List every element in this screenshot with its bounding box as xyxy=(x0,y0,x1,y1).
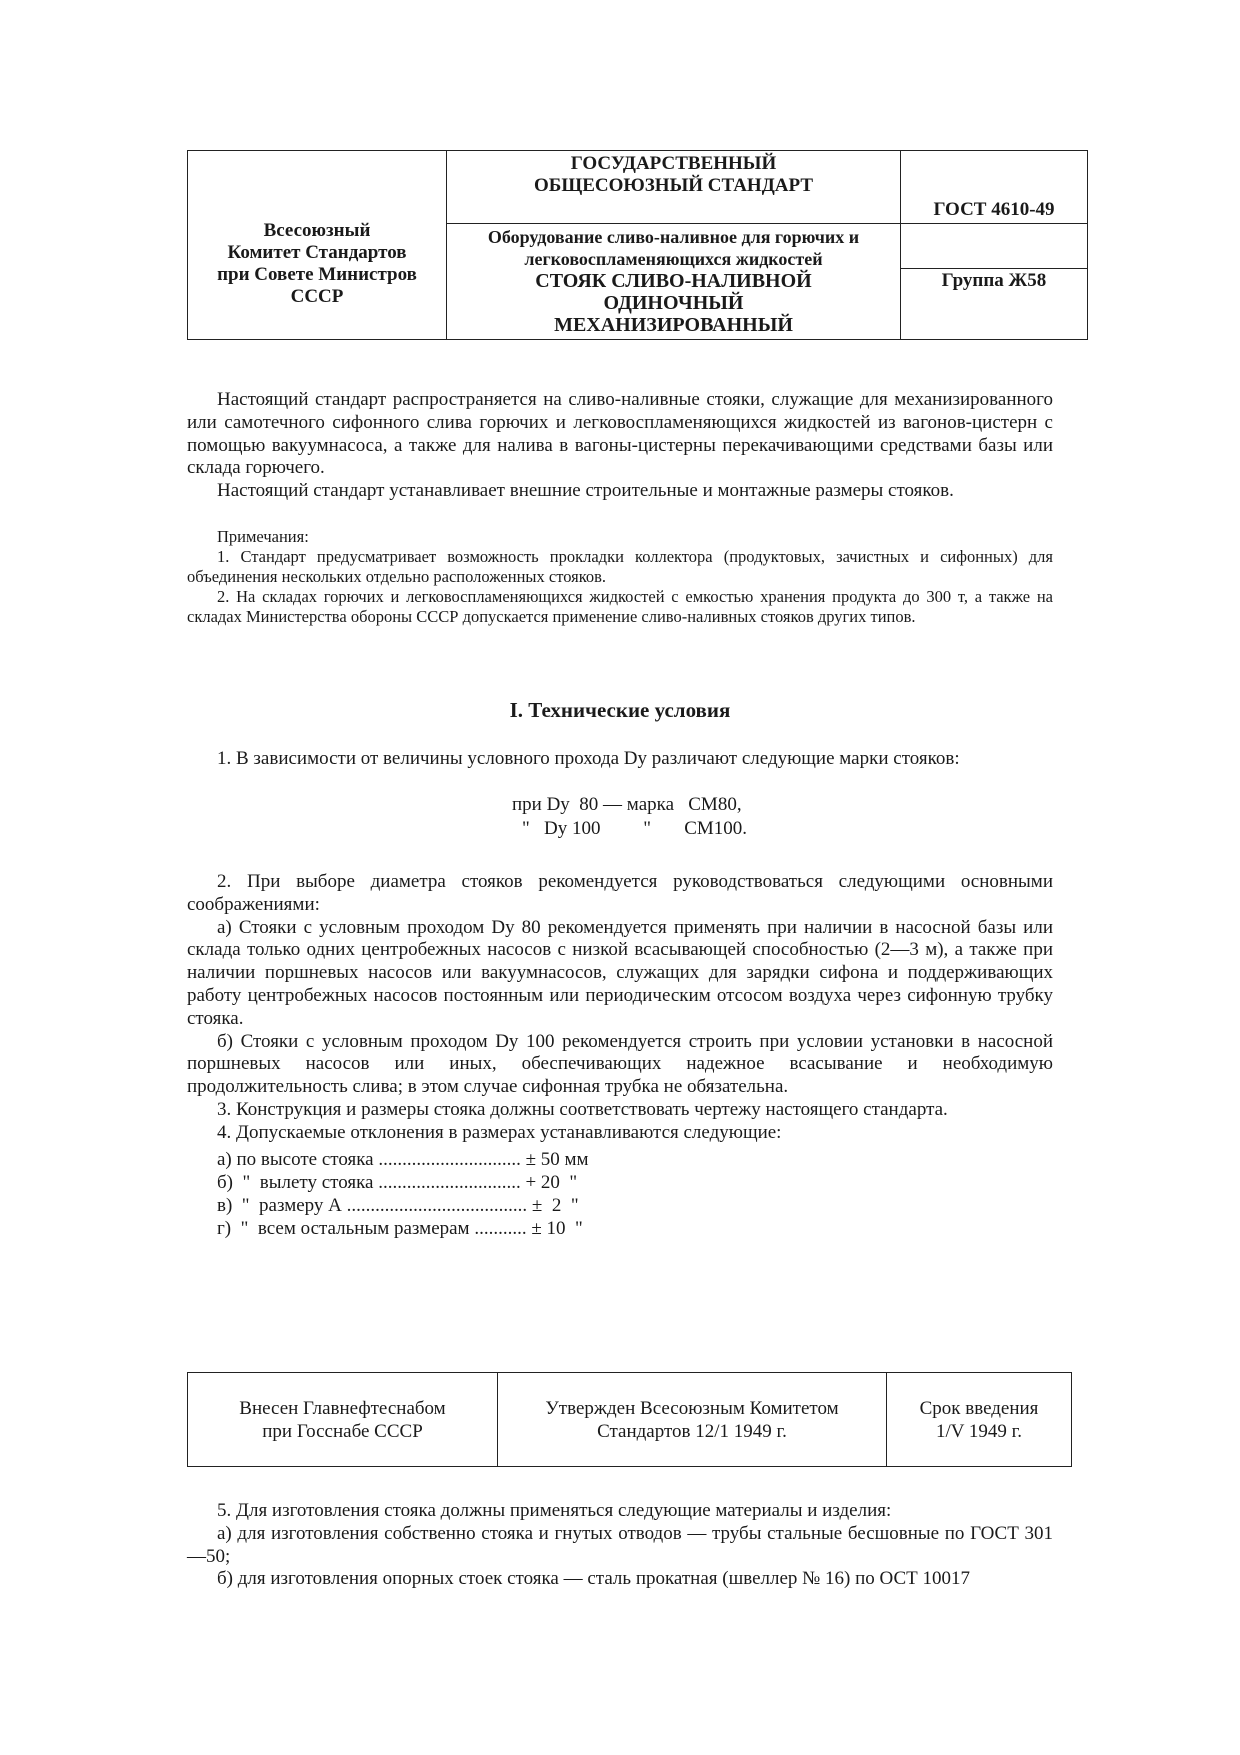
issuing-organization xyxy=(188,151,447,340)
clause-paragraph: а) Стояки с условным проходом Dу 80 рекомендуется применять при наличии в насосной базы или склада только одних центробежных насосов с низкой всасывающей способностью (2—3 м), а также при наличии поршневых насосов или вакуумнасосов, служащих для зарядки сифона и поддерживающих работу центробежных насосов постоянным или периодическим отсосом воздуха через сифонную трубку стояка. xyxy=(187,916,1053,1029)
introduced-by xyxy=(188,1373,498,1467)
product-line: ОДИНОЧНЫЙ xyxy=(603,292,744,314)
product-line: СТОЯК СЛИВО-НАЛИВНОЙ xyxy=(535,270,812,292)
product-line: МЕХАНИЗИРОВАННЫЙ xyxy=(554,314,793,336)
clause-paragraph: 3. Конструкция и размеры стояка должны соответствовать чертежу настоящего стандарта. xyxy=(217,1098,948,1120)
tolerance-line: б) " вылету стояка .............................. + 20 " xyxy=(217,1172,578,1193)
clauses-2-4 xyxy=(187,871,1053,1145)
clause-paragraph: а) для изготовления собственно стояка и гнутых отводов — трубы стальные бесшовные по ГОСТ 301—50; xyxy=(187,1522,1053,1567)
tolerance-line: а) по высоте стояка .............................. ± 50 мм xyxy=(217,1149,589,1170)
effective-line: Срок введения xyxy=(919,1397,1039,1419)
effective-date xyxy=(887,1373,1072,1467)
approved-line: Утвержден Всесоюзным Комитетом xyxy=(545,1397,839,1419)
org-line: СССР xyxy=(290,286,344,307)
note-item: 1. Стандарт предусматривает возможность прокладки коллектора (продуктовых, зачистных и сифонных) для объединения нескольких отдельно расположенных стояков. xyxy=(187,547,1053,586)
tolerance-line: в) " размеру А ...................................... ± 2 " xyxy=(217,1195,579,1216)
org-line: Всесоюзный xyxy=(263,220,371,241)
standard-header-table xyxy=(187,150,1088,340)
clause-paragraph: б) Стояки с условным проходом Dу 100 рекомендуется строить при условии установки в насосной поршневых насосов или иных, обеспечивающих надежное всасывание и необходимую продолжительность слива; в этом случае сифонная трубка не обязательна. xyxy=(187,1030,1053,1098)
gost-number xyxy=(901,151,1088,224)
standard-subject xyxy=(447,224,901,340)
introduced-line: Внесен Главнефтеснабом xyxy=(239,1397,446,1419)
clause-paragraph: 5. Для изготовления стояка должны применяться следующие материалы и изделия: xyxy=(217,1500,892,1521)
note-item: 2. На складах горючих и легковоспламеняющихся жидкостей с емкостью хранения продукта до 300 т, а также на складах Министерства обороны СССР допускается применение сливо-наливных стояков других типов. xyxy=(187,587,1053,626)
approved-line: Стандартов 12/1 1949 г. xyxy=(597,1420,787,1442)
clause-paragraph: 1. В зависимости от величины условного прохода Dу различают следующие марки стояков: xyxy=(217,748,960,769)
introduced-line: при Госснабе СССР xyxy=(262,1420,423,1442)
group-code xyxy=(901,269,1088,340)
standard-type-title xyxy=(447,151,901,224)
title-line: ГОСУДАРСТВЕННЫЙ xyxy=(570,153,777,174)
empty-cell xyxy=(901,224,1088,269)
gost-number-text: ГОСТ 4610-49 xyxy=(933,199,1055,220)
title-line: ОБЩЕСОЮЗНЫЙ СТАНДАРТ xyxy=(533,175,814,196)
approval-table xyxy=(187,1372,1072,1467)
intro-paragraph: Настоящий стандарт распространяется на сливо-наливные стояки, служащие для механизированного или самотечного сифонного слива горючих и легковоспламеняющихся жидкостей из вагонов-цистерн с помощью вакуумнасоса, а также для налива в вагоны-цистерны перекачивающими средствами базы или склада горючего. xyxy=(187,389,1053,479)
org-line: Комитет Стандартов xyxy=(227,242,407,263)
intro-text xyxy=(187,389,1053,503)
notes-block xyxy=(187,527,1053,627)
clause-paragraph: 2. При выборе диаметра стояков рекомендуется руководствоваться следующими основными соображениями: xyxy=(187,871,1053,915)
clause-5 xyxy=(187,1500,1053,1591)
notes-label: Примечания: xyxy=(217,527,309,546)
group-code-text: Группа Ж58 xyxy=(941,270,1047,291)
clause-1 xyxy=(187,748,1053,771)
org-line: при Совете Министров xyxy=(217,264,417,285)
intro-paragraph: Настоящий стандарт устанавливает внешние строительные и монтажные размеры стояков. xyxy=(217,480,954,502)
grade-formula-line: при Dу 80 — марка СМ80, xyxy=(512,794,742,815)
subtitle-line: легковоспламеняющихся жидкостей xyxy=(524,249,823,269)
effective-line: 1/V 1949 г. xyxy=(935,1420,1023,1442)
clause-paragraph: б) для изготовления опорных стоек стояка — сталь прокатная (швеллер № 16) по ОСТ 10017 xyxy=(217,1568,971,1590)
tolerance-line: г) " всем остальным размерам ........... ± 10 " xyxy=(217,1218,583,1239)
grade-formula-line: " Dу 100 " СМ100. xyxy=(522,818,748,839)
approved-by xyxy=(498,1373,887,1467)
section-heading: I. Технические условия xyxy=(509,698,731,722)
subtitle-line: Оборудование сливо-наливное для горючих и xyxy=(487,227,860,247)
clause-paragraph: 4. Допускаемые отклонения в размерах устанавливаются следующие: xyxy=(217,1121,782,1143)
